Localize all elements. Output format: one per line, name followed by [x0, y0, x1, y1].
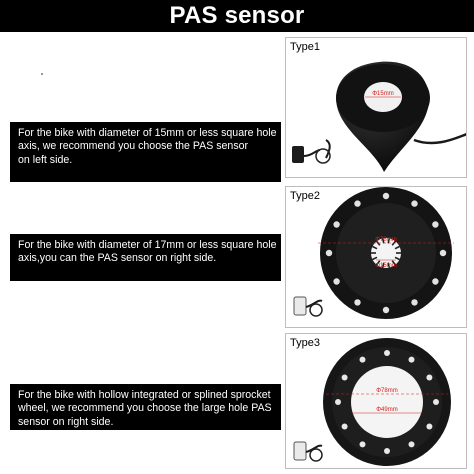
type2-connector [294, 297, 306, 315]
magnet [326, 250, 332, 256]
type2-inner-dimension-label: Φ15mm [375, 263, 397, 269]
type3-description-line-1: For the bike with hollow integrated or splined sprocket [18, 389, 271, 401]
magnet [333, 278, 339, 284]
type3-label: Type3 [290, 337, 320, 349]
type3-description-line-3: sensor on right side. [18, 415, 114, 428]
type1-label: Type1 [290, 41, 320, 53]
type2-product-panel [285, 186, 467, 328]
type2-sensor-image [286, 187, 467, 328]
type1-product-panel [285, 37, 467, 178]
magnet [384, 350, 390, 356]
decorative-dot [41, 73, 43, 75]
type3-product-panel [285, 333, 467, 469]
magnet [411, 299, 417, 305]
type1-connector [292, 146, 304, 163]
magnet [342, 424, 348, 430]
type1-description-line-3: on left side. [18, 153, 73, 166]
type2-description [10, 234, 281, 281]
type3-center-hole [351, 366, 423, 438]
magnet [432, 278, 438, 284]
magnet [411, 200, 417, 206]
magnet [360, 357, 366, 363]
magnet [426, 424, 432, 430]
magnet [342, 375, 348, 381]
type2-center-hole [377, 244, 395, 262]
magnet [409, 441, 415, 447]
type2-outer-dimension-label: Φ78mm [375, 237, 397, 243]
magnet [335, 399, 341, 405]
type1-description-line-1: For the bike with diameter of 15mm or less square hole [18, 127, 277, 139]
type3-outer-dimension-label: Φ78mm [376, 388, 398, 394]
magnet [354, 299, 360, 305]
type2-label: Type2 [290, 190, 320, 202]
type3-sensor-image [286, 334, 467, 469]
type2-description-line-2: axis,you can the PAS sensor on right side. [18, 252, 217, 265]
type3-inner-dimension-label: Φ49mm [376, 407, 398, 413]
magnet [383, 193, 389, 199]
magnet [333, 221, 339, 227]
magnet [409, 357, 415, 363]
magnet [426, 375, 432, 381]
type3-connector [294, 442, 306, 460]
type1-sensor-image [286, 38, 467, 178]
type2-description-line-1: For the bike with diameter of 17mm or less square hole [18, 239, 277, 251]
type1-description [10, 122, 281, 182]
magnet [440, 250, 446, 256]
magnet [360, 441, 366, 447]
magnet [354, 200, 360, 206]
type3-description-line-2: wheel, we recommend you choose the large hole PAS [18, 402, 272, 415]
type1-description-line-2: axis, we recommend you choose the PAS sensor [18, 140, 249, 153]
magnet [383, 307, 389, 313]
magnet [432, 221, 438, 227]
magnet [384, 448, 390, 454]
type1-dimension-label: Φ15mm [372, 91, 394, 97]
type3-description [10, 384, 281, 430]
magnet [433, 399, 439, 405]
type1-cable [414, 134, 467, 143]
page-title: PAS sensor [0, 0, 474, 32]
